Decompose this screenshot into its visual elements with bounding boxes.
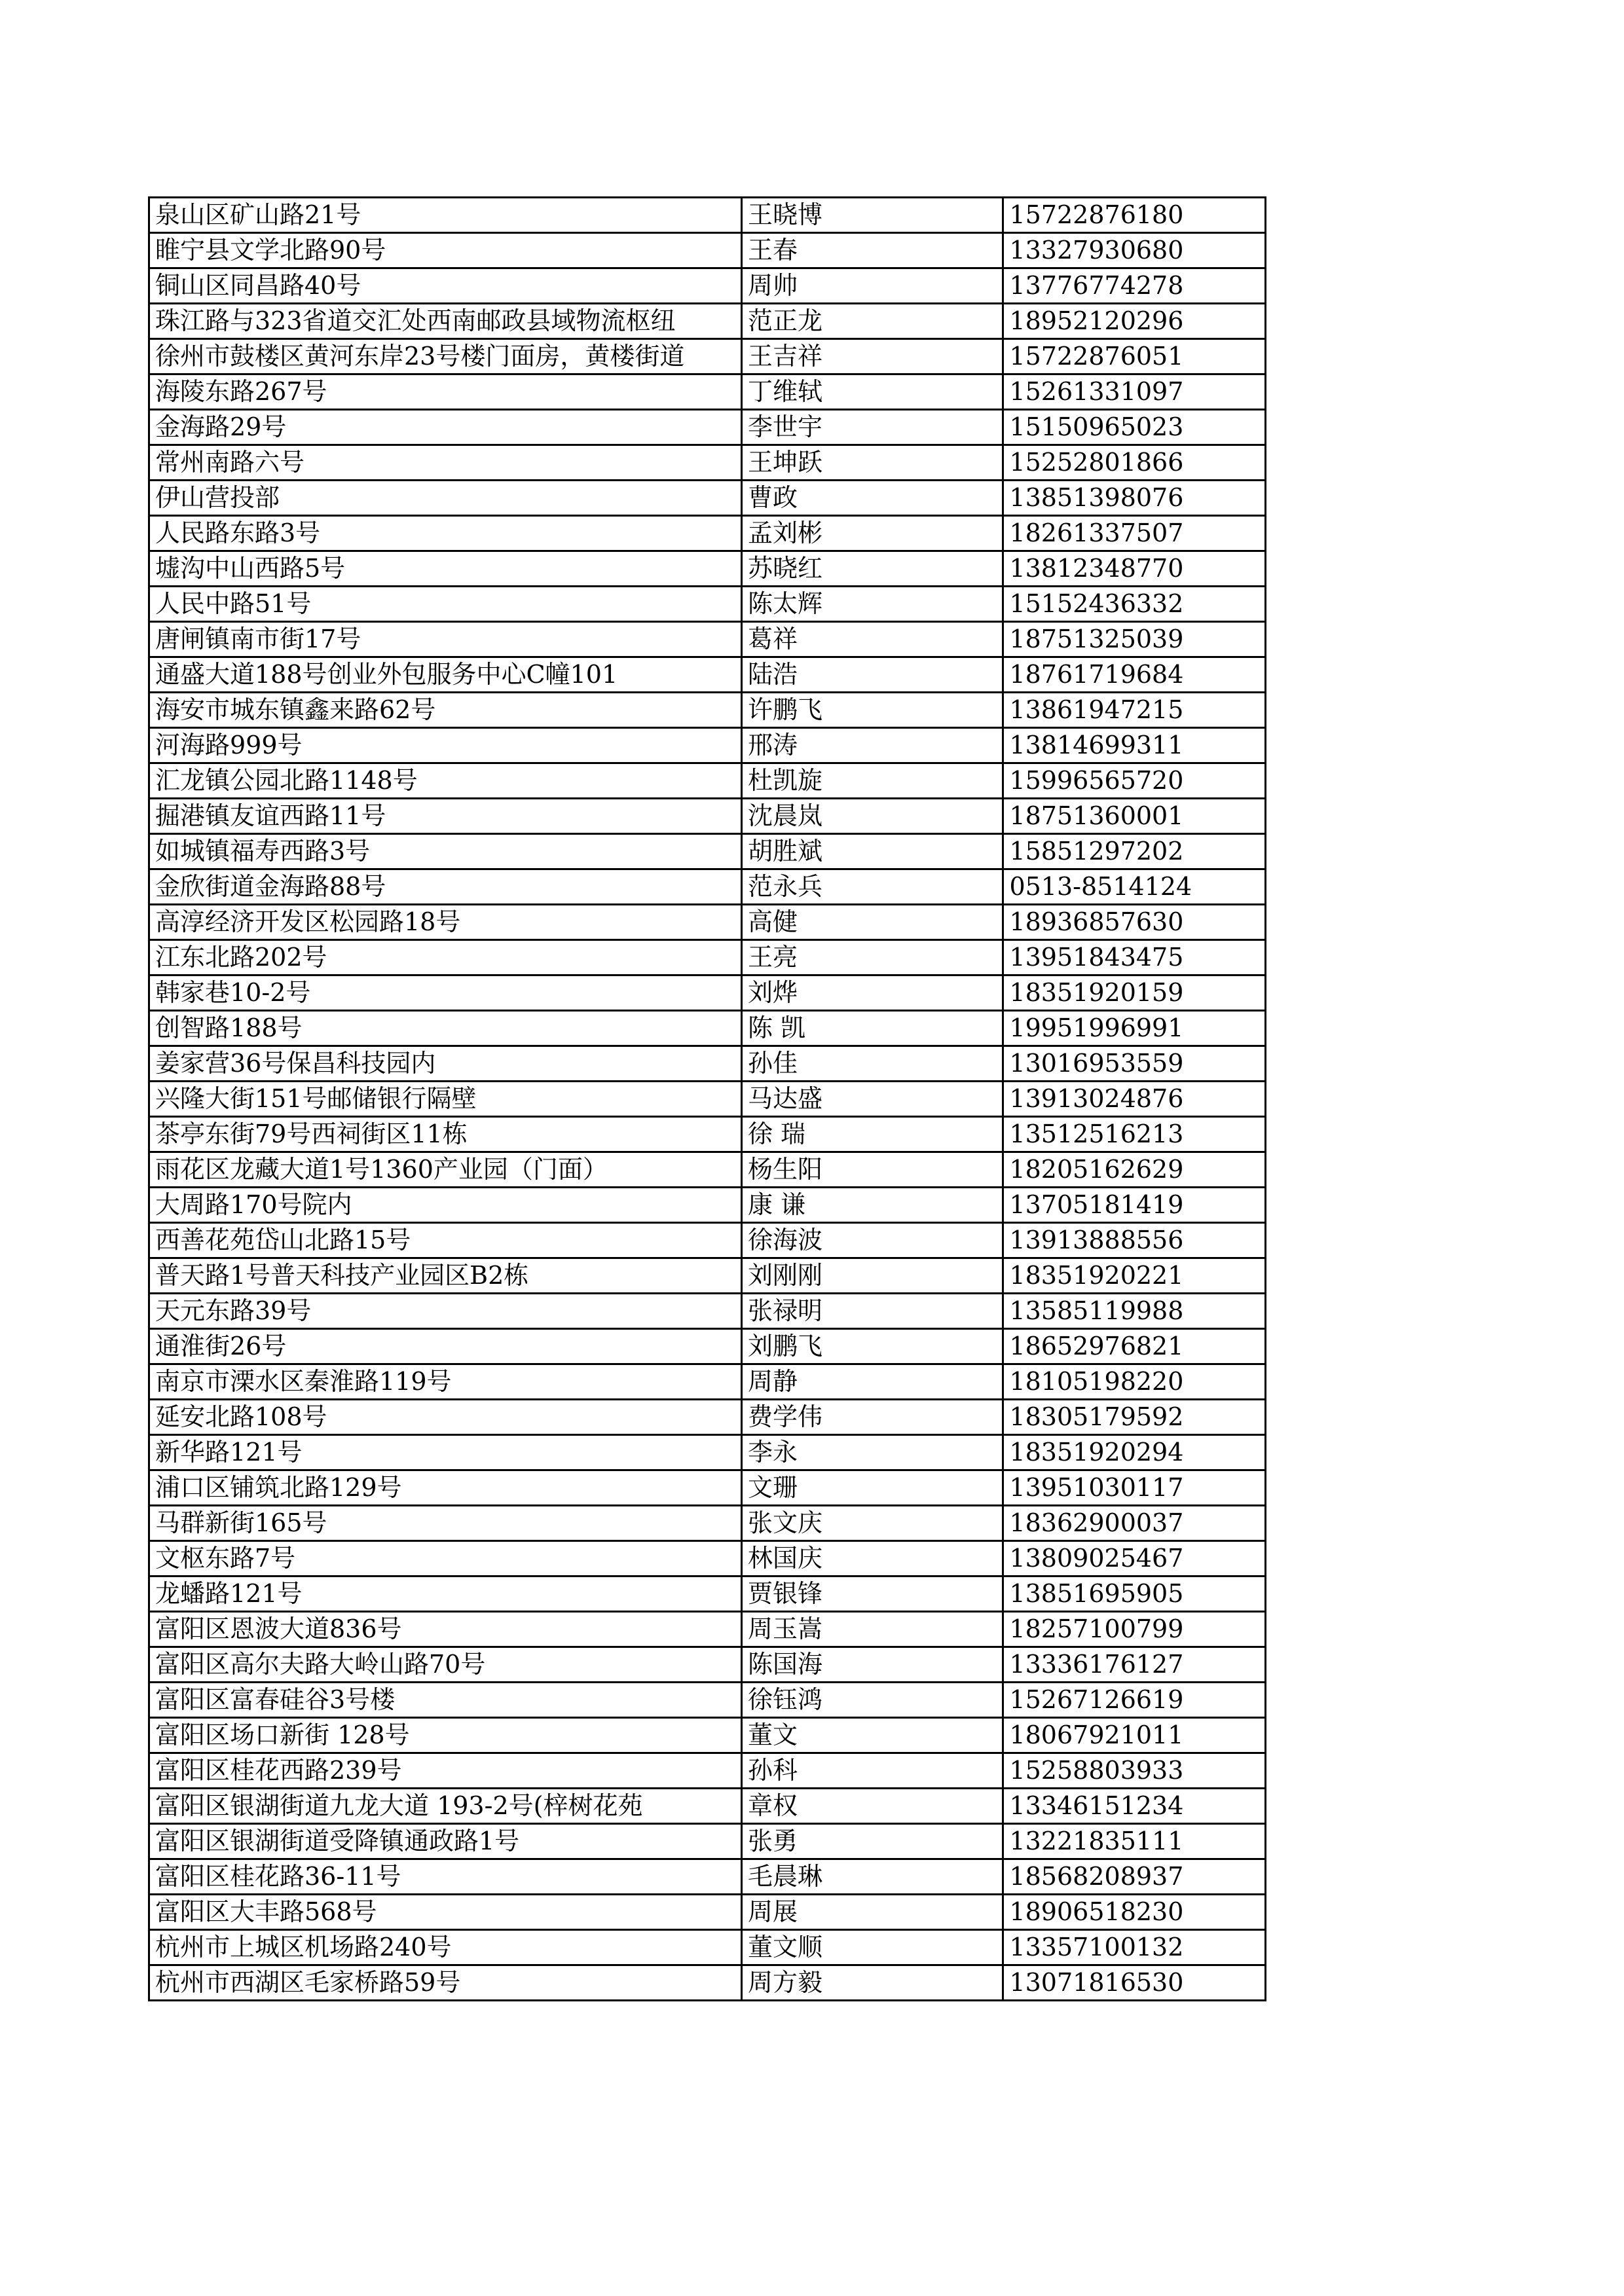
phone-cell: 18067921011 xyxy=(1003,1718,1266,1753)
table-row xyxy=(149,1258,1266,1294)
phone-cell: 18305179592 xyxy=(1003,1400,1266,1435)
address-cell: 铜山区同昌路40号 xyxy=(149,268,742,304)
address-cell: 南京市溧水区秦淮路119号 xyxy=(149,1364,742,1400)
address-cell: 富阳区大丰路568号 xyxy=(149,1895,742,1930)
address-cell: 大周路170号院内 xyxy=(149,1188,742,1223)
address-cell: 富阳区富春硅谷3号楼 xyxy=(149,1683,742,1718)
table-row xyxy=(149,1435,1266,1470)
name-cell: 沈晨岚 xyxy=(741,799,1003,834)
table-row xyxy=(149,516,1266,551)
table-row xyxy=(149,445,1266,481)
name-cell: 李永 xyxy=(741,1435,1003,1470)
name-cell: 贾银锋 xyxy=(741,1576,1003,1612)
name-cell: 刘烨 xyxy=(741,975,1003,1011)
name-cell: 徐海波 xyxy=(741,1223,1003,1258)
table-row xyxy=(149,1541,1266,1576)
address-cell: 海安市城东镇鑫来路62号 xyxy=(149,693,742,728)
address-cell: 通淮街26号 xyxy=(149,1329,742,1364)
address-cell: 常州南路六号 xyxy=(149,445,742,481)
name-cell: 费学伟 xyxy=(741,1400,1003,1435)
name-cell: 杜凯旋 xyxy=(741,763,1003,799)
phone-cell: 13851695905 xyxy=(1003,1576,1266,1612)
name-cell: 张勇 xyxy=(741,1824,1003,1859)
table-row xyxy=(149,940,1266,975)
address-cell: 西善花苑岱山北路15号 xyxy=(149,1223,742,1258)
phone-cell: 13951843475 xyxy=(1003,940,1266,975)
phone-cell: 18936857630 xyxy=(1003,905,1266,940)
name-cell: 周静 xyxy=(741,1364,1003,1400)
address-cell: 唐闸镇南市街17号 xyxy=(149,622,742,657)
table-row xyxy=(149,975,1266,1011)
address-cell: 浦口区铺筑北路129号 xyxy=(149,1470,742,1506)
name-cell: 王坤跃 xyxy=(741,445,1003,481)
phone-cell: 13512516213 xyxy=(1003,1117,1266,1152)
table-row xyxy=(149,339,1266,374)
name-cell: 徐钰鸿 xyxy=(741,1683,1003,1718)
table-row xyxy=(149,799,1266,834)
address-cell: 韩家巷10-2号 xyxy=(149,975,742,1011)
name-cell: 邢涛 xyxy=(741,728,1003,763)
phone-cell: 0513-8514124 xyxy=(1003,869,1266,905)
phone-cell: 13809025467 xyxy=(1003,1541,1266,1576)
phone-cell: 15267126619 xyxy=(1003,1683,1266,1718)
table-row xyxy=(149,587,1266,622)
address-cell: 富阳区银湖街道受降镇通政路1号 xyxy=(149,1824,742,1859)
phone-cell: 13861947215 xyxy=(1003,693,1266,728)
phone-cell: 15261331097 xyxy=(1003,374,1266,410)
name-cell: 孟刘彬 xyxy=(741,516,1003,551)
phone-cell: 13357100132 xyxy=(1003,1930,1266,1965)
address-cell: 金欣街道金海路88号 xyxy=(149,869,742,905)
phone-cell: 18351920159 xyxy=(1003,975,1266,1011)
table-row xyxy=(149,481,1266,516)
name-cell: 林国庆 xyxy=(741,1541,1003,1576)
name-cell: 章权 xyxy=(741,1789,1003,1824)
address-cell: 富阳区恩波大道836号 xyxy=(149,1612,742,1647)
name-cell: 陈太辉 xyxy=(741,587,1003,622)
address-cell: 富阳区银湖街道九龙大道 193-2号(梓树花苑 xyxy=(149,1789,742,1824)
name-cell: 孙佳 xyxy=(741,1046,1003,1082)
address-cell: 高淳经济开发区松园路18号 xyxy=(149,905,742,940)
phone-cell: 13336176127 xyxy=(1003,1647,1266,1683)
phone-cell: 18261337507 xyxy=(1003,516,1266,551)
table-row xyxy=(149,1647,1266,1683)
phone-cell: 13221835111 xyxy=(1003,1824,1266,1859)
address-cell: 创智路188号 xyxy=(149,1011,742,1046)
phone-cell: 18751325039 xyxy=(1003,622,1266,657)
name-cell: 王亮 xyxy=(741,940,1003,975)
table-row xyxy=(149,1011,1266,1046)
phone-cell: 15722876051 xyxy=(1003,339,1266,374)
address-cell: 马群新街165号 xyxy=(149,1506,742,1541)
name-cell: 丁维轼 xyxy=(741,374,1003,410)
phone-cell: 15152436332 xyxy=(1003,587,1266,622)
address-table xyxy=(148,196,1266,2001)
phone-cell: 15996565720 xyxy=(1003,763,1266,799)
table-row xyxy=(149,1364,1266,1400)
name-cell: 王春 xyxy=(741,233,1003,268)
address-cell: 新华路121号 xyxy=(149,1435,742,1470)
name-cell: 陆浩 xyxy=(741,657,1003,693)
phone-cell: 18906518230 xyxy=(1003,1895,1266,1930)
table-row xyxy=(149,1400,1266,1435)
address-cell: 龙蟠路121号 xyxy=(149,1576,742,1612)
address-cell: 珠江路与323省道交汇处西南邮政县域物流枢纽 xyxy=(149,304,742,339)
table-row xyxy=(149,1329,1266,1364)
table-row xyxy=(149,657,1266,693)
name-cell: 张禄明 xyxy=(741,1294,1003,1329)
name-cell: 周帅 xyxy=(741,268,1003,304)
phone-cell: 18652976821 xyxy=(1003,1329,1266,1364)
name-cell: 周方毅 xyxy=(741,1965,1003,2001)
address-cell: 兴隆大街151号邮储银行隔壁 xyxy=(149,1082,742,1117)
table-row xyxy=(149,1718,1266,1753)
name-cell: 曹政 xyxy=(741,481,1003,516)
phone-cell: 13705181419 xyxy=(1003,1188,1266,1223)
table-row xyxy=(149,1965,1266,2001)
name-cell: 苏晓红 xyxy=(741,551,1003,587)
table-row xyxy=(149,1824,1266,1859)
address-cell: 人民路东路3号 xyxy=(149,516,742,551)
table-row xyxy=(149,869,1266,905)
name-cell: 胡胜斌 xyxy=(741,834,1003,869)
phone-cell: 13812348770 xyxy=(1003,551,1266,587)
phone-cell: 15258803933 xyxy=(1003,1753,1266,1789)
name-cell: 文珊 xyxy=(741,1470,1003,1506)
table-row xyxy=(149,905,1266,940)
address-cell: 通盛大道188号创业外包服务中心C幢101 xyxy=(149,657,742,693)
address-cell: 金海路29号 xyxy=(149,410,742,445)
address-cell: 延安北路108号 xyxy=(149,1400,742,1435)
phone-cell: 13346151234 xyxy=(1003,1789,1266,1824)
address-cell: 富阳区桂花路36-11号 xyxy=(149,1859,742,1895)
table-row xyxy=(149,1506,1266,1541)
table-row xyxy=(149,1576,1266,1612)
address-cell: 徐州市鼓楼区黄河东岸23号楼门面房，黄楼街道 xyxy=(149,339,742,374)
address-cell: 人民中路51号 xyxy=(149,587,742,622)
phone-cell: 18568208937 xyxy=(1003,1859,1266,1895)
address-cell: 江东北路202号 xyxy=(149,940,742,975)
table-row xyxy=(149,693,1266,728)
name-cell: 马达盛 xyxy=(741,1082,1003,1117)
address-cell: 文枢东路7号 xyxy=(149,1541,742,1576)
address-cell: 姜家营36号保昌科技园内 xyxy=(149,1046,742,1082)
phone-cell: 18351920294 xyxy=(1003,1435,1266,1470)
phone-cell: 13814699311 xyxy=(1003,728,1266,763)
table-row xyxy=(149,1046,1266,1082)
table-row xyxy=(149,1223,1266,1258)
table-row xyxy=(149,304,1266,339)
name-cell: 孙科 xyxy=(741,1753,1003,1789)
address-cell: 雨花区龙藏大道1号1360产业园（门面） xyxy=(149,1152,742,1188)
name-cell: 徐 瑞 xyxy=(741,1117,1003,1152)
table-row xyxy=(149,1470,1266,1506)
address-cell: 富阳区桂花西路239号 xyxy=(149,1753,742,1789)
address-cell: 泉山区矿山路21号 xyxy=(149,198,742,233)
table-row xyxy=(149,622,1266,657)
address-cell: 富阳区场口新街 128号 xyxy=(149,1718,742,1753)
name-cell: 李世宇 xyxy=(741,410,1003,445)
table-row xyxy=(149,1117,1266,1152)
name-cell: 毛晨琳 xyxy=(741,1859,1003,1895)
table-row xyxy=(149,233,1266,268)
table-row xyxy=(149,834,1266,869)
phone-cell: 13327930680 xyxy=(1003,233,1266,268)
name-cell: 陈 凯 xyxy=(741,1011,1003,1046)
table-row xyxy=(149,410,1266,445)
table-row xyxy=(149,728,1266,763)
table-row xyxy=(149,268,1266,304)
name-cell: 王吉祥 xyxy=(741,339,1003,374)
table-row xyxy=(149,1859,1266,1895)
phone-cell: 18205162629 xyxy=(1003,1152,1266,1188)
table-row xyxy=(149,551,1266,587)
phone-cell: 15722876180 xyxy=(1003,198,1266,233)
table-row xyxy=(149,763,1266,799)
name-cell: 董文顺 xyxy=(741,1930,1003,1965)
address-cell: 如城镇福寿西路3号 xyxy=(149,834,742,869)
address-cell: 茶亭东街79号西祠街区11栋 xyxy=(149,1117,742,1152)
phone-cell: 13913888556 xyxy=(1003,1223,1266,1258)
phone-cell: 18351920221 xyxy=(1003,1258,1266,1294)
address-cell: 河海路999号 xyxy=(149,728,742,763)
name-cell: 张文庆 xyxy=(741,1506,1003,1541)
table-row xyxy=(149,1612,1266,1647)
address-cell: 睢宁县文学北路90号 xyxy=(149,233,742,268)
table-row xyxy=(149,198,1266,233)
phone-cell: 13913024876 xyxy=(1003,1082,1266,1117)
name-cell: 周展 xyxy=(741,1895,1003,1930)
phone-cell: 18105198220 xyxy=(1003,1364,1266,1400)
table-row xyxy=(149,1895,1266,1930)
phone-cell: 18761719684 xyxy=(1003,657,1266,693)
name-cell: 王晓博 xyxy=(741,198,1003,233)
address-cell: 墟沟中山西路5号 xyxy=(149,551,742,587)
address-cell: 杭州市西湖区毛家桥路59号 xyxy=(149,1965,742,2001)
phone-cell: 13585119988 xyxy=(1003,1294,1266,1329)
address-cell: 杭州市上城区机场路240号 xyxy=(149,1930,742,1965)
name-cell: 杨生阳 xyxy=(741,1152,1003,1188)
name-cell: 范正龙 xyxy=(741,304,1003,339)
phone-cell: 13951030117 xyxy=(1003,1470,1266,1506)
name-cell: 董文 xyxy=(741,1718,1003,1753)
address-cell: 富阳区高尔夫路大岭山路70号 xyxy=(149,1647,742,1683)
name-cell: 许鹏飞 xyxy=(741,693,1003,728)
address-cell: 掘港镇友谊西路11号 xyxy=(149,799,742,834)
phone-cell: 18257100799 xyxy=(1003,1612,1266,1647)
table-body xyxy=(149,198,1266,2001)
table-row xyxy=(149,1789,1266,1824)
name-cell: 陈国海 xyxy=(741,1647,1003,1683)
name-cell: 康 谦 xyxy=(741,1188,1003,1223)
phone-cell: 15851297202 xyxy=(1003,834,1266,869)
phone-cell: 18362900037 xyxy=(1003,1506,1266,1541)
name-cell: 葛祥 xyxy=(741,622,1003,657)
table-row xyxy=(149,1082,1266,1117)
table-row xyxy=(149,1294,1266,1329)
name-cell: 刘鹏飞 xyxy=(741,1329,1003,1364)
address-cell: 海陵东路267号 xyxy=(149,374,742,410)
name-cell: 刘刚刚 xyxy=(741,1258,1003,1294)
table-row xyxy=(149,1930,1266,1965)
table-row xyxy=(149,1152,1266,1188)
table-row xyxy=(149,1753,1266,1789)
phone-cell: 18952120296 xyxy=(1003,304,1266,339)
phone-cell: 15150965023 xyxy=(1003,410,1266,445)
name-cell: 周玉嵩 xyxy=(741,1612,1003,1647)
phone-cell: 13851398076 xyxy=(1003,481,1266,516)
address-cell: 汇龙镇公园北路1148号 xyxy=(149,763,742,799)
phone-cell: 18751360001 xyxy=(1003,799,1266,834)
name-cell: 高健 xyxy=(741,905,1003,940)
phone-cell: 15252801866 xyxy=(1003,445,1266,481)
phone-cell: 13776774278 xyxy=(1003,268,1266,304)
table-row xyxy=(149,1683,1266,1718)
phone-cell: 13071816530 xyxy=(1003,1965,1266,2001)
phone-cell: 13016953559 xyxy=(1003,1046,1266,1082)
address-cell: 天元东路39号 xyxy=(149,1294,742,1329)
table-row xyxy=(149,374,1266,410)
name-cell: 范永兵 xyxy=(741,869,1003,905)
phone-cell: 19951996991 xyxy=(1003,1011,1266,1046)
table-row xyxy=(149,1188,1266,1223)
address-cell: 普天路1号普天科技产业园区B2栋 xyxy=(149,1258,742,1294)
address-cell: 伊山营投部 xyxy=(149,481,742,516)
